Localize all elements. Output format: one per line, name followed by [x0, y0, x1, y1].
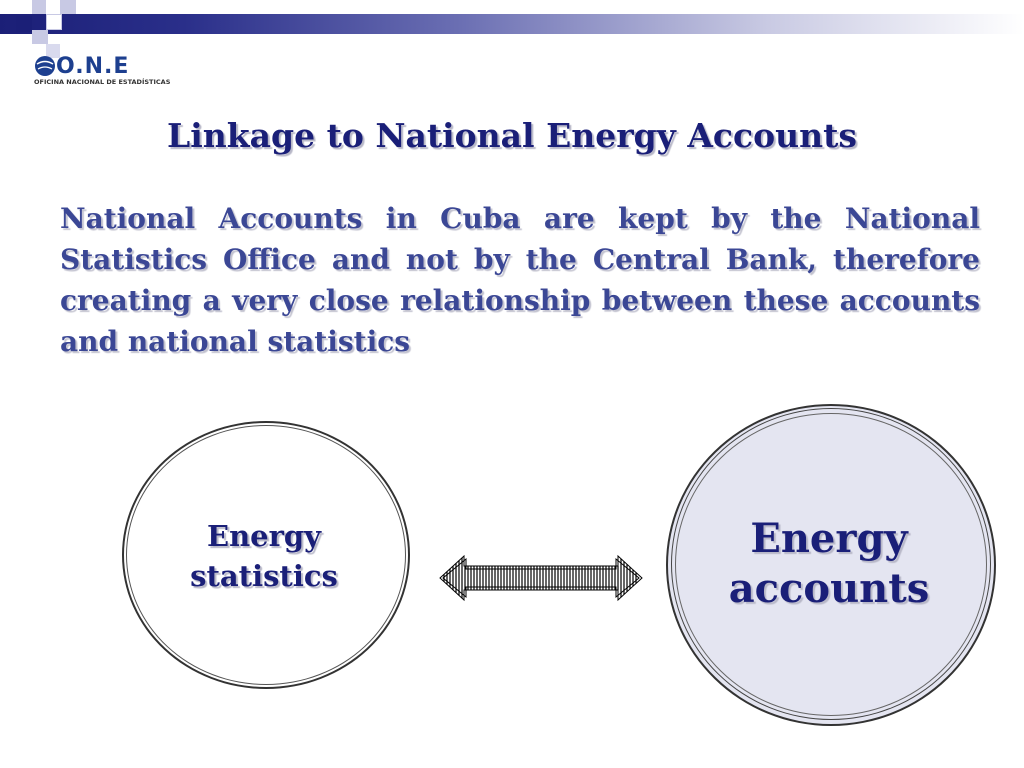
left-circle-line2: statistics [190, 559, 338, 593]
globe-icon [34, 55, 56, 77]
energy-accounts-label [666, 514, 992, 614]
energy-statistics-label [122, 516, 406, 596]
header-gradient-band [0, 14, 1024, 34]
decor-square [32, 30, 48, 44]
body-paragraph: National Accounts in Cuba are kept by the National Statistics Office and not by the Central Bank, therefore creating a very close relationship between these accounts and national statistics [60, 202, 980, 358]
bidirectional-arrow-icon [436, 552, 646, 604]
one-logo [34, 54, 174, 88]
logo-subtitle: OFICINA NACIONAL DE ESTADÍSTICAS [34, 78, 171, 86]
slide-title: Linkage to National Energy Accounts [167, 116, 857, 155]
decor-square [60, 0, 76, 14]
logo-text: O.N.E [56, 54, 130, 79]
decor-square [16, 16, 32, 32]
right-circle-line2: accounts [728, 565, 930, 612]
right-circle-line1: Energy [750, 515, 908, 562]
left-circle-line1: Energy [206, 519, 322, 553]
decor-square [46, 14, 62, 30]
decor-square [32, 0, 46, 14]
